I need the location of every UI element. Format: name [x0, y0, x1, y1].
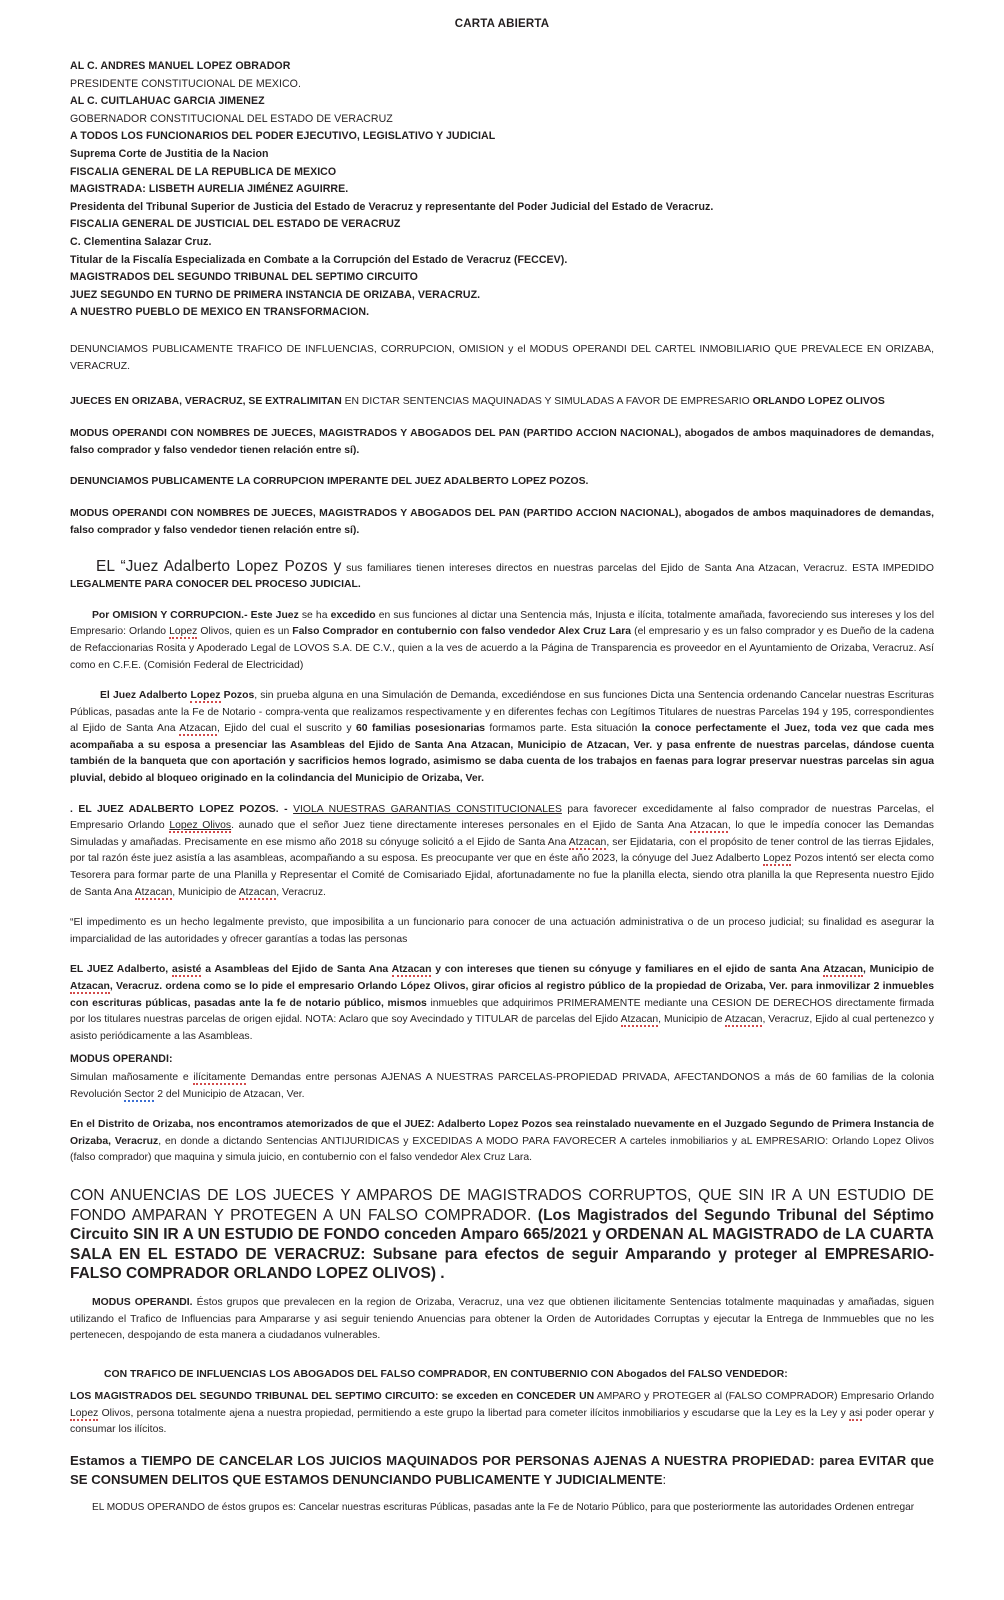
text-ejido-suscrito: , Ejido del cual el suscrito y	[216, 723, 356, 735]
text-spell-lopez-4: Lopez	[70, 1407, 99, 1419]
text-impedido-legal: LEGALMENTE PARA CONOCER DEL PROCESO JUDICIAL.	[70, 579, 361, 591]
paragraph-asambleas-intereses	[70, 962, 934, 1045]
text-demandas-ajenas: Demandas entre personas AJENAS A NUESTRAS PARCELAS-PROPIEDAD PRIVADA, AFECTANDONOS a más de 60 familias de la colonia Revolución	[70, 1071, 935, 1100]
addressee-line: A NUESTRO PUEBLO DE MEXICO EN TRANSFORMACION.	[70, 306, 370, 319]
text-pozos: Pozos	[220, 690, 255, 702]
addressee-line: AL C. ANDRES MANUEL LOPEZ OBRADOR	[70, 60, 291, 72]
text-spell-atzacan-5: Atzacan	[238, 886, 277, 898]
text-olivos-quien: Olivos, quien es un	[197, 626, 293, 638]
text-empresario-nombre: ORLANDO LOPEZ OLIVOS	[752, 396, 885, 408]
text-formamos-parte: formamos parte. Esta situación	[485, 723, 642, 735]
text-familias-posesionarias: 60 familias posesionarias	[356, 723, 485, 735]
text-sentencias-maquinadas: EN DICTAR SENTENCIAS MAQUINADAS Y SIMULADAS A FAVOR DE EMPRESARIO	[341, 396, 753, 408]
text-spell-atzacan-2: Atzacan	[690, 820, 728, 832]
text-spell-atzacan-9: Atzacan	[620, 1014, 659, 1026]
text-municipio-label: , Municipio de	[862, 964, 934, 976]
addressee-line: C. Clementina Salazar Cruz.	[70, 235, 212, 248]
text-cesion-derechos: inmuebles que adquirimos PRIMERAMENTE mediante una CESION DE DERECHOS directamente firmada por los titulares nuestras parcelas de origen ejidal. NOTA: Aclaro que soy Avecindado y TITULAR de parcelas del Ejido	[70, 997, 934, 1026]
text-avecindado-titular: , Veracruz, Ejido al cual pertenezco y asisto periódicamente a las Asambleas.	[70, 1014, 934, 1042]
text-modus-operando-final: EL MODUS OPERANDO de éstos grupos es: Cancelar nuestras escrituras Públicas, pasadas ante la Fe de Notario Público, para que posteriormente las autoridades Ordenen entregar	[92, 1502, 915, 1514]
text-spell-lopez-3: Lopez	[763, 853, 792, 865]
text-conoce-juez-bold: la conoce perfectamente el Juez, toda vez que cada mes acompañaba a su esposa a presenciar las Asambleas del Ejido de Santa Ana Atzacan, Municipio de Atzacan, Ver. y pasa enfrente de nuestras parcelas, dándose cuenta también de la banqueta que con aportación y sacrificios hemos logrado, asimismo se daba cuenta de los trabajos en faenas para lograr preservar nuestras parcelas sin agua pluvial, debido al bloqueo originado en la colindancia del Municipio de Orizaba, Ver.	[70, 723, 934, 785]
paragraph-denuncia-juez: DENUNCIAMOS PUBLICAMENTE LA CORRUPCION IMPERANTE DEL JUEZ ADALBERTO LOPEZ POZOS.	[70, 476, 589, 488]
text-spell-asiste: asisté	[171, 964, 202, 976]
text-poder-operar: poder operar y consumar los ilícitos.	[70, 1407, 934, 1436]
text-omision-label: Por OMISION Y CORRUPCION.- Este Juez	[92, 609, 302, 621]
addressee-line: FISCALIA GENERAL DE LA REPUBLICA DE MEXICO	[70, 165, 337, 178]
paragraph-modus-operandi-grupos	[70, 1295, 934, 1345]
text-abogados: ABOGADOS	[292, 1368, 355, 1380]
paragraph-distrito-orizaba	[70, 1117, 934, 1167]
text-spell-atzacan-6: Atzacan	[391, 964, 432, 976]
addressee-line: Titular de la Fiscalía Especializada en Combate a la Corrupción del Estado de Veracruz (FECCEV).	[70, 253, 568, 266]
text-estamos-tiempo: Estamos a TIEMPO DE CANCELAR LOS JUICIOS MAQUINADOS POR PERSONAS AJENAS A NUESTRA PROPIEDAD: parea EVITAR que SE CONSUMEN DELITOS QUE ESTAMOS DENUNCIANDO PUBLICAMENTE Y JUDICIALMENTE	[70, 1453, 934, 1487]
paragraph-omision-corrupcion	[70, 608, 934, 674]
text-distrito-bold: En el Distrito de Orizaba, nos encontramos atemorizados de que el JUEZ: Adalberto Lopez Pozos sea reinstalado nuevamente en el Juzgado Segundo de Primera Instancia de Orizaba, Veracruz	[70, 1119, 934, 1147]
text-falso-comprador-contubernio-2: DEL FALSO COMPRADOR, EN CONTUBERNIO CON Abogados del FALSO VENDEDOR:	[354, 1368, 788, 1380]
text-juez-lead: EL “Juez Adalberto Lopez Pozos y	[96, 557, 342, 575]
addressee-line: PRESIDENTE CONSTITUCIONAL DE MEXICO.	[70, 77, 301, 90]
addressee-line: MAGISTRADA: LISBETH AURELIA JIMÉNEZ AGUIRRE.	[70, 183, 349, 196]
text-funciones-sentencia: en sus funciones al dictar una Sentencia más, Injusta e ilícita, totalmente amañada, favoreciendo sus intereses y los del Empresario: Orlando	[70, 609, 934, 638]
text-sentencias-antijuridicas: , en donde a dictando Sentencias ANTIJURIDICAS y EXCEDIDAS A MODO PARA FAVORECER A carteles inmobiliarios y aL EMPRESARIO: Orlando Lopez Olivos (falso comprador) que maquina y simula juicio, en contubernio con el falso vendedor Alex Cruz Lara.	[70, 1135, 934, 1164]
paragraph-trafico-influencias	[70, 1367, 934, 1384]
paragraph-simulan-demandas	[70, 1070, 934, 1103]
text-spell-asi: asi	[849, 1407, 863, 1419]
text-empresario-detalle: (el empresario y es un falso comprador y es Dueño de la cadena de Refaccionarias Rosita y Apoderado Legal de LOVOS S.A. DE C.V., quien a la ves de acuerdo a la Página de Transparencia es proveedor en el Ayuntamiento de Orizaba, Veracruz. Así como en C.F.E. (Comisión Federal de Electricidad)	[70, 626, 934, 671]
text-juez-adalberto-label: . EL JUEZ ADALBERTO LOPEZ POZOS. -	[70, 803, 294, 815]
addressee-line: MAGISTRADOS DEL SEGUNDO TRIBUNAL DEL SEPTIMO CIRCUITO	[70, 271, 418, 284]
text-grammar-sector: Sector	[124, 1088, 155, 1100]
text-spell-lopez: Lopez	[169, 626, 198, 638]
text-amparo-proteger: AMPARO y PROTEGER al (FALSO COMPRADOR) Empresario Orlando	[594, 1391, 934, 1403]
paragraph-modus-operandi-2: MODUS OPERANDI CON NOMBRES DE JUECES, MAGISTRADOS Y ABOGADOS DEL PAN (PARTIDO ACCION NACIONAL), abogados de ambos maquinadores de demandas, falso comprador y falso vendedor tienen relación entre sí).	[70, 507, 934, 537]
text-spell-lopez-2: Lopez	[190, 690, 221, 702]
text-municipio-de: , Municipio de	[172, 886, 239, 898]
paragraph-anuencias-jueces	[70, 1187, 934, 1285]
text-spell-atzacan-7: Atzacan	[823, 964, 863, 976]
addressee-line: AL C. CUITLAHUAC GARCIA JIMENEZ	[70, 95, 265, 108]
text-tesorera-planilla: Pozos intentó ser electa como Tesorera para formar parte de una Planilla y Representar el Comité de Comisariado Ejidal, afortunadamente no fue la planilla electa, siendo otra planilla la que Representa nuestro Ejido de Santa Ana	[70, 853, 934, 898]
page-title: CARTA ABIERTA	[454, 18, 550, 30]
text-ejidataria-control: , ser Ejidataria, con el propósito de tener control de las tierras Ejidales, por tal razón éste juez asistía a las asambleas, acompañando a su esposa. Es preocupante ver que en éste año 2023, la cónyuge del Juez Adalberto	[70, 836, 934, 865]
text-favorecer-falso-comprador: para favorecer excedidamente al falso comprador de nuestras Parcelas, el Empresario Orlando	[70, 803, 934, 832]
addressee-block	[70, 58, 934, 322]
addressee-line: JUEZ SEGUNDO EN TURNO DE PRIMERA INSTANCIA DE ORIZABA, VERACRUZ.	[70, 288, 481, 301]
paragraph-sentencia-cancelar	[70, 688, 934, 788]
addressee-line: Presidenta del Tribunal Superior de Justicia del Estado de Veracruz y representante del Poder Judicial del Estado de Veracruz.	[70, 200, 714, 213]
addressee-line: A TODOS LOS FUNCIONARIOS DEL PODER EJECUTIVO, LEGISLATIVO Y JUDICIAL	[70, 130, 496, 143]
text-jueces-extralimitan: JUECES EN ORIZABA, VERACRUZ, SE EXTRALIMITAN	[70, 396, 342, 408]
text-intereses-personales: . aunado que el señor Juez tiene directamente intereses personales en el Ejido de Santa Ana	[231, 820, 691, 832]
text-spell-atzacan: Atzacan	[179, 723, 217, 735]
addressee-line: Suprema Corte de Justitia de la Nacion	[70, 147, 269, 160]
text-modus-operandi-label: MODUS OPERANDI.	[92, 1296, 193, 1308]
text-falso-comprador-contubernio: Falso Comprador en contubernio con falso vendedor Alex Cruz Lara	[292, 626, 632, 638]
text-spell-atzacan-4: Atzacan	[134, 886, 173, 898]
text-juez-nombre: El Juez Adalberto	[100, 690, 191, 702]
paragraph-estamos-a-tiempo	[70, 1453, 934, 1490]
text-simulan: Simulan mañosamente e	[70, 1071, 194, 1083]
text-simulacion-demanda: , sin prueba alguna en una Simulación de Demanda, excediéndose en sus funciones Dicta una Sentencia ordenando Cancelar nuestras Escrituras Públicas, pasadas ante la Fe de Notario - compra-venta que realizamos respectivamente y en diferentes fechas con Legítimos Titulares de nuestras Parcelas 194 y 195, correspondientes al Ejido de Santa Ana	[70, 690, 934, 735]
text-veracruz-fin: , Veracruz.	[276, 886, 326, 898]
text-demandas-simuladas: , lo que le impedía conocer las Demandas Simuladas y amañadas. Precisamente en ese mismo año 2018 su cónyuge solicitó a el Ejido de Santa Ana	[70, 820, 934, 848]
paragraph-modus-operandi-1: MODUS OPERANDI CON NOMBRES DE JUECES, MAGISTRADOS Y ABOGADOS DEL PAN (PARTIDO ACCION NACIONAL), abogados de ambos maquinadores de demandas, falso comprador y falso vendedor tienen relación entre sí).	[70, 427, 934, 456]
text-anuencias-lead: CON ANUENCIAS DE LOS JUECES Y AMPAROS DE MAGISTRADOS CORRUPTOS, QUE SIN IR A UN ESTUDIO DE FONDO AMPARAN Y PROTEGEN A UN FALSO COMPRADOR.	[70, 1186, 934, 1224]
text-viola-garantias: VIOLA NUESTRAS GARANTIAS CONSTITUCIONALES	[293, 803, 562, 815]
text-magistrados-amparo: (Los Magistrados del Segundo Tribunal del Séptimo Circuito SIN IR A UN ESTUDIO DE FONDO conceden Amparo 665/2021 y ORDENAN AL MAGISTRADO de LA CUARTA SALA EN EL ESTADO DE VERACRUZ: Subsane para efectos de seguir Amparando y proteger al EMPRESARIO-FALSO COMPRADOR ORLANDO LOPEZ OLIVOS) .	[70, 1206, 935, 1283]
text-spell-atzacan-3: Atzacan	[568, 836, 607, 848]
addressee-line: GOBERNADOR CONSTITUCIONAL DEL ESTADO DE VERACRUZ	[70, 112, 393, 125]
paragraph-modus-operando-final	[70, 1500, 934, 1516]
addressee-line: FISCALIA GENERAL DE JUSTICIAL DEL ESTADO DE VERACRUZ	[70, 218, 401, 231]
text-trafico-label: CON TRAFICO DE INFLUENCIAS LOS	[104, 1368, 293, 1380]
text-spell-atzacan-8: Atzacan	[70, 981, 110, 992]
text-juez-asiste-label: EL JUEZ Adalberto,	[70, 964, 172, 976]
text-juez-familiares: sus familiares tienen intereses directos en nuestras parcelas del Ejido de Santa Ana Atzacan, Veracruz. ESTA IMPEDIDO	[341, 562, 934, 574]
text-colon: :	[662, 1471, 667, 1487]
paragraph-viola-garantias	[70, 802, 934, 902]
text-asambleas-ejido: a Asambleas del Ejido de Santa Ana	[201, 964, 392, 976]
text-grupos-prevalecen: Éstos grupos que prevalecen en la region de Orizaba, Veracruz, una vez que obtienen ilicitamente Sentencias totalmente maquinadas y amañadas, siguen utilizando el Trafico de Influencias para Ampararse y asi seguir teniendo Anuencias para obtener la Orden de Autoridades Corruptas y ejecutar la Entrega de Inmmuebles que no les pertenecen, despojando de esta manera a ciudadanos vulnerables.	[70, 1296, 934, 1342]
text-magistrados-label: LOS MAGISTRADOS DEL SEGUNDO TRIBUNAL DEL SEPTIMO CIRCUITO: se exceden en CONCEDER UN	[70, 1391, 595, 1403]
paragraph-jueces-extralimitan	[70, 393, 934, 410]
text-spell-ilicitamente: ilícitamente	[193, 1071, 246, 1083]
text-conyuge-familiares: y con intereses que tienen su cónyuge y familiares en el ejido de santa Ana	[431, 964, 824, 976]
text-se-ha: se ha	[301, 609, 331, 621]
text-municipio-label-2: , Municipio de	[658, 1014, 725, 1026]
text-ordena-oficios: , Veracruz. ordena como se lo pide el empresario Orlando López Olivos, girar oficios al registro público de la propiedad de Orizaba, Ver. para inmovilizar 2 inmuebles con escrituras públicas, pasadas ante la fe de notario público, mismos	[70, 981, 934, 1009]
text-colonia-revolucion: 2 del Municipio de Atzacan, Ver.	[154, 1088, 305, 1100]
text-olivos-persona-ajena: Olivos, persona totalmente ajena a nuestra propiedad, permitiendo a este grupo la libertad para cometer ilícitos inmobiliarios y escudarse que la Ley es la Ley y	[98, 1407, 850, 1419]
paragraph-denuncia-publica: DENUNCIAMOS PUBLICAMENTE TRAFICO DE INFLUENCIAS, CORRUPCION, OMISION y el MODUS OPERANDI DEL CARTEL INMOBILIARIO QUE PREVALECE EN ORIZABA, VERACRUZ.	[70, 343, 934, 372]
text-spell-lopez-olivos: Lopez Olivos	[169, 820, 232, 832]
modus-operandi-heading: MODUS OPERANDI:	[70, 1053, 173, 1066]
text-spell-atzacan-10: Atzacan	[724, 1014, 763, 1026]
paragraph-magistrados-exceden	[70, 1389, 934, 1439]
text-excedido: excedido	[330, 609, 376, 621]
paragraph-impedimento-definicion: “El impedimento es un hecho legalmente previsto, que imposibilita a un funcionario para conocer de una actuación administrativa o de un proceso judicial; su finalidad es asegurar la imparcialidad de las autoridades y ofrecer garantías a todas las personas	[70, 917, 934, 945]
paragraph-juez-impedido	[70, 558, 934, 594]
